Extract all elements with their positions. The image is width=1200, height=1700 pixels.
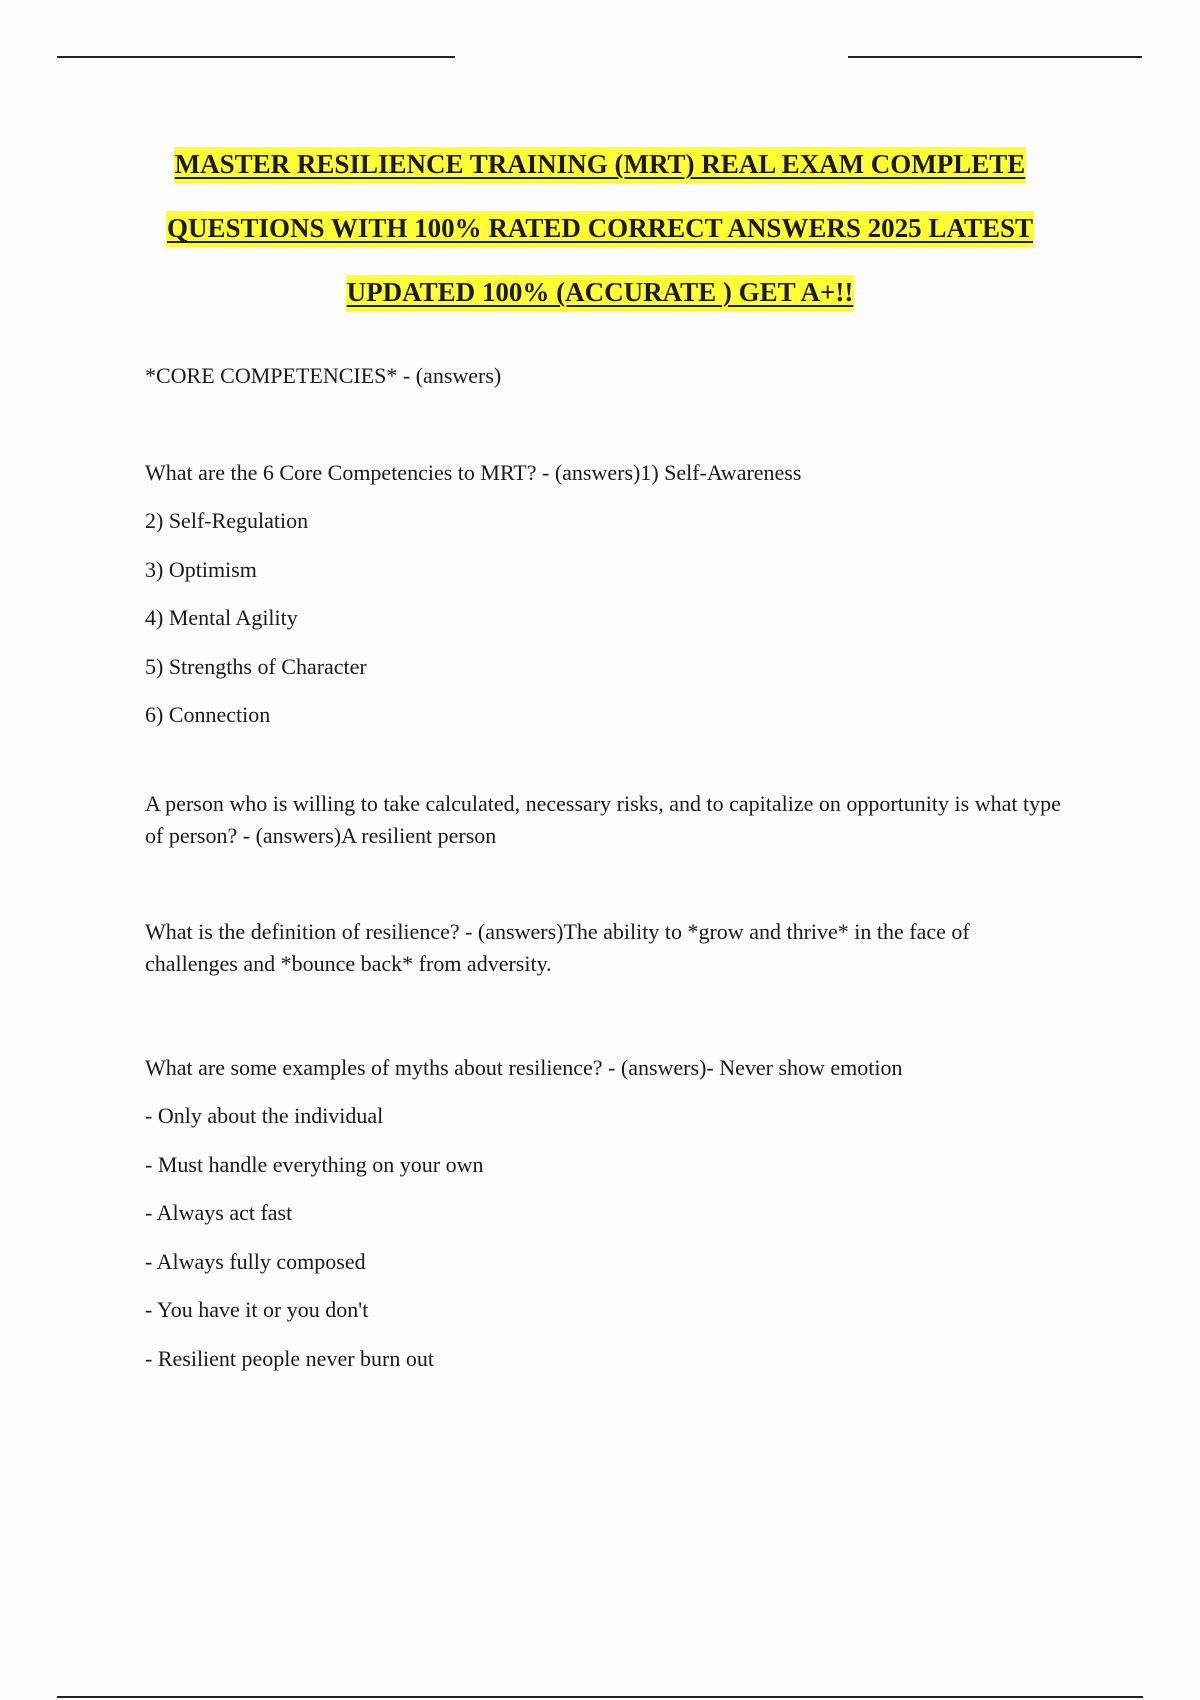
document-title <box>100 142 1100 334</box>
question-text: What are the 6 Core Competencies to MRT? - (answers)1) Self-Awareness <box>145 459 802 485</box>
footer-rule <box>57 1696 1143 1698</box>
document-body <box>145 352 1065 1383</box>
title-line-1: MASTER RESILIENCE TRAINING (MRT) REAL EXAM COMPLETE <box>174 147 1027 183</box>
section-heading: *CORE COMPETENCIES* - (answers) <box>145 363 502 388</box>
question-resilience-myths <box>145 1044 1065 1384</box>
question-core-competencies <box>145 449 1065 740</box>
answer-item: - Always fully composed <box>145 1248 366 1274</box>
question-text: What are some examples of myths about resilience? - (answers)- Never show emotion <box>145 1054 903 1080</box>
answer-item: 5) Strengths of Character <box>145 653 367 679</box>
header-rule-left <box>57 56 455 58</box>
title-line-3: UPDATED 100% (ACCURATE ) GET A+!! <box>346 275 855 311</box>
answer-item: - You have it or you don't <box>145 1297 369 1322</box>
answer-item: - Only about the individual <box>145 1103 384 1128</box>
answer-item: 2) Self-Regulation <box>145 508 309 533</box>
answer-item: 6) Connection <box>145 702 271 727</box>
question-resilient-person: A person who is willing to take calculated, necessary risks, and to capitalize on opportunity is what type of person? - (answers)A resilient person <box>145 790 1061 848</box>
answer-item: 4) Mental Agility <box>145 605 298 630</box>
answer-item: - Must handle everything on your own <box>145 1151 484 1177</box>
question-resilience-definition: What is the definition of resilience? - (answers)The ability to *grow and thrive* in the face of challenges and *bounce back* from adversity. <box>145 918 970 976</box>
answer-item: - Resilient people never burn out <box>145 1345 434 1371</box>
header-rule-right <box>848 56 1142 58</box>
title-line-2: QUESTIONS WITH 100% RATED CORRECT ANSWERS 2025 LATEST <box>166 211 1034 247</box>
answer-item: 3) Optimism <box>145 556 257 582</box>
answer-item: - Always act fast <box>145 1200 293 1225</box>
